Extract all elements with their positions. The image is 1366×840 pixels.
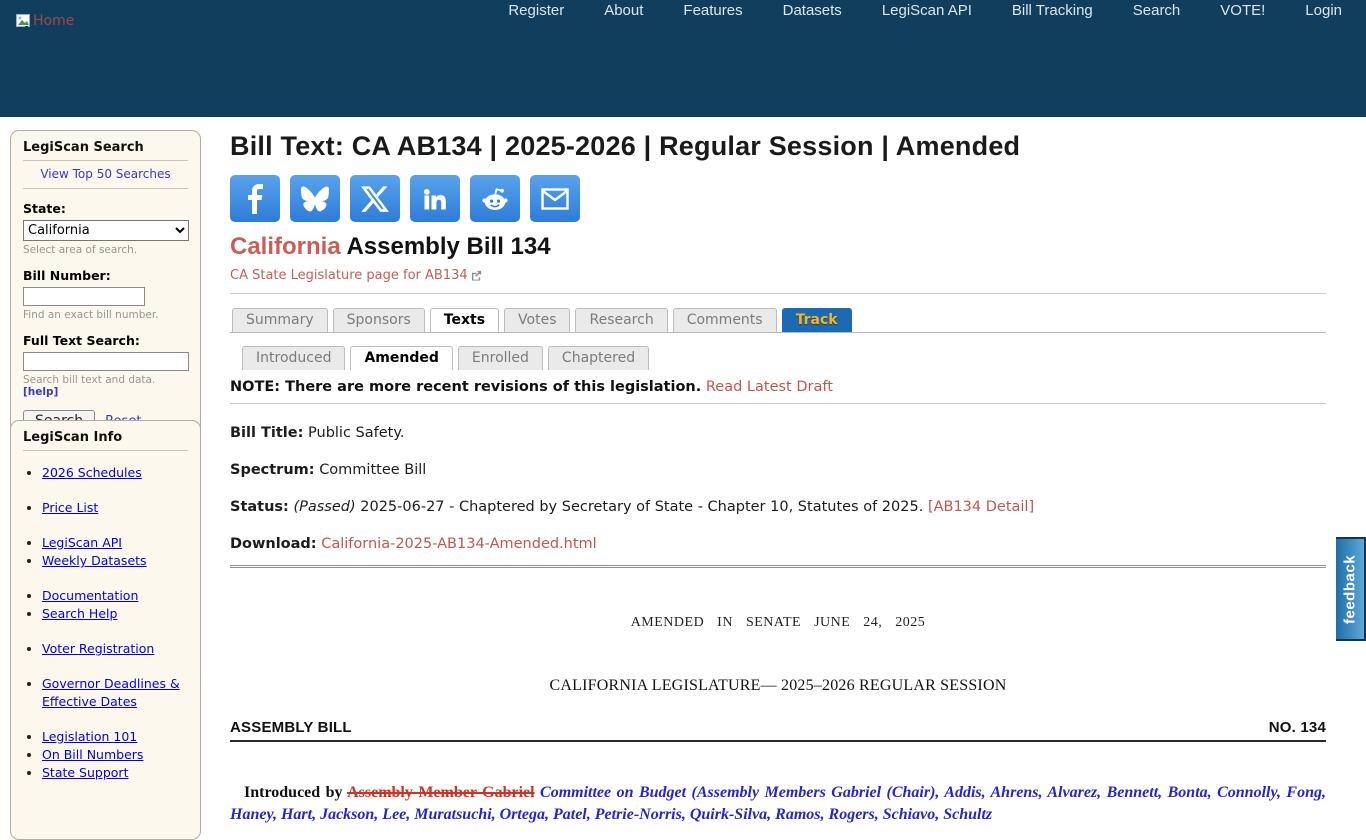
tab-introduced[interactable]: Introduced [242, 346, 345, 370]
info-link-weekly-datasets[interactable]: Weekly Datasets [42, 553, 147, 568]
broken-image-icon [16, 14, 31, 29]
tab-sponsors[interactable]: Sponsors [333, 308, 425, 332]
share-x-twitter-button[interactable] [350, 175, 400, 222]
list-item [42, 764, 188, 782]
list-item [42, 552, 188, 570]
list-item [42, 640, 188, 658]
linkedin-icon [421, 185, 449, 213]
read-latest-draft-link[interactable]: Read Latest Draft [705, 379, 833, 395]
info-link-on-bill-numbers[interactable]: On Bill Numbers [42, 747, 144, 762]
top-navigation [508, 2, 1342, 19]
nav-about[interactable]: About [604, 2, 644, 19]
list-item [42, 675, 188, 711]
main-content [230, 125, 1326, 825]
tab-research[interactable]: Research [575, 308, 667, 332]
tab-votes[interactable]: Votes [504, 308, 570, 332]
info-link-2026-schedules[interactable]: 2026 Schedules [42, 465, 142, 480]
assembly-bill-number-row [230, 719, 1326, 736]
list-item [42, 746, 188, 764]
download-file-link[interactable]: California-2025-AB134-Amended.html [321, 536, 597, 552]
external-link-icon [471, 270, 482, 281]
share-email-button[interactable] [530, 175, 580, 222]
bill-number-label: Bill Number: [23, 268, 111, 283]
tab-texts[interactable]: Texts [430, 308, 499, 332]
committee-members-text: Committee on Budget (Assembly Members Gabriel (Chair), Addis, Ahrens, Alvarez, Bennett, Bonta, Connolly, Fong, Haney, Hart, Jackson, Lee, Muratsuchi, Ortega, Patel, Petrie-Norris, Quirk-Silva, Ramos, Rogers, Schiavo, Schultz [230, 784, 1326, 823]
bill-heading-state: California [230, 233, 341, 260]
list-item [42, 464, 188, 482]
state-label: State: [23, 201, 66, 216]
page-title: Bill Text: CA AB134 | 2025-2026 | Regular Session | Amended [230, 131, 1021, 161]
tab-amended[interactable]: Amended [350, 346, 452, 370]
share-facebook-button[interactable] [230, 175, 280, 222]
legiscan-info-panel [10, 420, 201, 840]
bill-text-document [230, 615, 1326, 825]
introduced-by-label: Introduced by [244, 784, 348, 801]
nav-vote[interactable]: VOTE! [1220, 2, 1266, 19]
list-item [42, 728, 188, 746]
spectrum-label: Spectrum: [230, 462, 315, 478]
nav-datasets[interactable]: Datasets [782, 2, 842, 19]
share-bluesky-button[interactable] [290, 175, 340, 222]
revision-note-text: NOTE: There are more recent revisions of this legislation [230, 379, 696, 395]
share-icons-row [230, 175, 1326, 222]
bill-title-line [230, 425, 1326, 441]
bill-title-label: Bill Title: [230, 425, 304, 441]
bill-tabs [230, 308, 1326, 333]
x-twitter-icon [361, 185, 389, 213]
divider [230, 293, 1326, 294]
view-top-50-searches-link[interactable]: View Top 50 Searches [40, 167, 171, 181]
revision-note: NOTE: There are more recent revisions of this legislation. Read Latest Draft [230, 379, 833, 395]
status-passed: (Passed) [293, 499, 356, 515]
list-item [42, 534, 188, 552]
state-hint: Select area of search. [23, 244, 138, 256]
tab-chaptered[interactable]: Chaptered [548, 346, 649, 370]
help-link[interactable]: [help] [23, 386, 59, 398]
tab-track[interactable]: Track [782, 308, 852, 332]
facebook-icon [242, 184, 268, 214]
introduced-by-paragraph [230, 782, 1326, 825]
info-link-state-support[interactable]: State Support [42, 765, 129, 780]
info-link-voter-registration[interactable]: Voter Registration [42, 641, 155, 656]
status-text: 2025-06-27 - Chaptered by Secretary of State - Chapter 10, Statutes of 2025. [360, 499, 924, 515]
top-header-bar [0, 0, 1366, 117]
legiscan-search-panel [10, 130, 201, 445]
tab-enrolled[interactable]: Enrolled [458, 346, 543, 370]
info-link-documentation[interactable]: Documentation [42, 588, 139, 603]
assembly-bill-label: ASSEMBLY BILL [230, 719, 352, 736]
reddit-icon [480, 184, 510, 214]
list-item [42, 499, 188, 517]
tab-summary[interactable]: Summary [232, 308, 328, 332]
status-line [230, 499, 1326, 515]
bill-detail-link[interactable]: [AB134 Detail] [927, 499, 1035, 515]
state-legislature-page-link-label: CA State Legislature page for AB134 [230, 268, 468, 283]
nav-register[interactable]: Register [508, 2, 565, 19]
bill-heading [230, 233, 1326, 261]
info-link-legiscan-api[interactable]: LegiScan API [42, 535, 122, 550]
info-link-legislation-101[interactable]: Legislation 101 [42, 729, 138, 744]
home-link-label: Home [33, 13, 75, 29]
nav-login[interactable]: Login [1305, 2, 1342, 19]
bill-number-input[interactable] [23, 287, 145, 306]
nav-features[interactable]: Features [683, 2, 743, 19]
info-link-governor-deadlines[interactable]: Governor Deadlines & Effective Dates [42, 676, 180, 709]
info-link-search-help[interactable]: Search Help [42, 606, 118, 621]
bluesky-icon [300, 185, 330, 213]
full-text-hint [23, 374, 188, 398]
spectrum-line [230, 462, 1326, 478]
home-link[interactable] [16, 13, 74, 29]
status-label: Status: [230, 499, 289, 515]
california-legislature-line: CALIFORNIA LEGISLATURE— 2025–2026 REGULAR SESSION [549, 677, 1007, 694]
download-label: Download: [230, 536, 317, 552]
state-legislature-page-link[interactable] [230, 268, 482, 283]
tab-comments[interactable]: Comments [673, 308, 777, 332]
info-link-price-list[interactable]: Price List [42, 500, 99, 515]
bill-title-value: Public Safety. [308, 425, 405, 441]
struck-author: Assembly Member Gabriel [347, 784, 535, 801]
spectrum-value: Committee Bill [319, 462, 427, 478]
search-panel-title: LegiScan Search [23, 140, 188, 161]
email-icon [541, 188, 569, 210]
bill-number-value: NO. 134 [1268, 719, 1326, 736]
download-line [230, 536, 1326, 552]
share-reddit-button[interactable] [470, 175, 520, 222]
bill-heading-rest: Assembly Bill 134 [346, 233, 551, 260]
amended-in-senate-line: AMENDED IN SENATE JUNE 24, 2025 [630, 615, 926, 630]
full-text-search-label: Full Text Search: [23, 333, 140, 348]
state-select[interactable] [23, 220, 189, 241]
text-version-tabs [242, 346, 1326, 370]
list-item [42, 587, 188, 605]
bill-number-hint: Find an exact bill number. [23, 309, 159, 321]
divider [230, 403, 1326, 404]
info-panel-title: LegiScan Info [23, 430, 188, 451]
list-item [42, 605, 188, 623]
full-text-hint-text: Search bill text and data. [23, 374, 156, 386]
nav-search[interactable]: Search [1132, 2, 1181, 19]
nav-bill-tracking[interactable]: Bill Tracking [1011, 2, 1093, 19]
share-linkedin-button[interactable] [410, 175, 460, 222]
full-text-search-input[interactable] [23, 352, 189, 371]
nav-legiscan-api[interactable]: LegiScan API [881, 2, 972, 19]
feedback-tab[interactable]: feedback [1336, 537, 1366, 641]
divider [230, 565, 1326, 568]
document-rule [230, 740, 1326, 742]
